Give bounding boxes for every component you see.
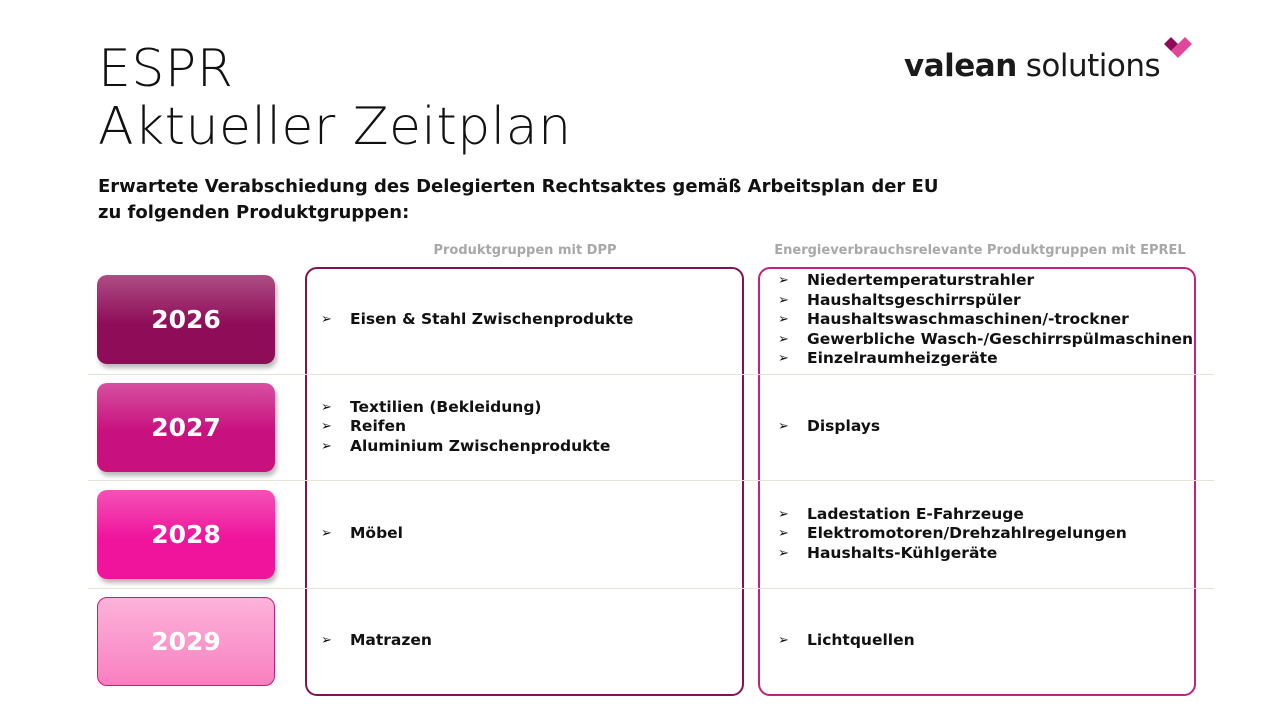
year-badge-2028: 2028 [97, 490, 275, 579]
subtitle-line-1: Erwartete Verabschiedung des Delegierten Rechtsaktes gemäß Arbeitsplan der EU [98, 176, 939, 197]
list-item [320, 417, 610, 437]
arrowhead-bullet-icon: ➢ [778, 633, 789, 649]
list-item-label: Möbel [350, 524, 403, 543]
arrowhead-bullet-icon: ➢ [778, 526, 789, 542]
arrowhead-bullet-icon: ➢ [321, 399, 332, 415]
list-item [320, 437, 610, 457]
logo-word-light: solutions [1025, 48, 1161, 84]
row-divider [88, 480, 1214, 481]
list-item-label: Haushalts-Kühlgeräte [807, 543, 998, 562]
list-item [777, 544, 1127, 564]
arrowhead-bullet-icon: ➢ [778, 419, 789, 435]
year-badge-2027: 2027 [97, 383, 275, 472]
list-item [777, 271, 1193, 291]
list-item-label: Reifen [350, 417, 407, 436]
subtitle-line-2: zu folgenden Produktgruppen: [98, 202, 410, 223]
list-item [320, 524, 403, 544]
arrowhead-bullet-icon: ➢ [321, 526, 332, 542]
dpp-list-2027 [320, 398, 610, 457]
list-item-label: Eisen & Stahl Zwischenprodukte [350, 310, 634, 329]
heart-logo-icon [1161, 36, 1195, 62]
list-item-label: Einzelraumheizgeräte [807, 349, 998, 368]
list-item [777, 349, 1193, 369]
arrowhead-bullet-icon: ➢ [321, 438, 332, 454]
dpp-list-2026 [320, 310, 633, 330]
dpp-list-2029 [320, 631, 432, 651]
list-item-label: Ladestation E-Fahrzeuge [807, 504, 1024, 523]
arrowhead-bullet-icon: ➢ [778, 331, 789, 347]
eprel-column-header: Energieverbrauchsrelevante Produktgruppen mit EPREL [774, 243, 1186, 258]
list-item [777, 631, 915, 651]
subtitle [98, 174, 938, 226]
list-item-label: Aluminium Zwischenprodukte [350, 436, 611, 455]
dpp-list-2028 [320, 524, 403, 544]
year-badge-2026: 2026 [97, 275, 275, 364]
list-item [320, 310, 633, 330]
arrowhead-bullet-icon: ➢ [321, 312, 332, 328]
list-item-label: Haushaltsgeschirrspüler [807, 290, 1021, 309]
page-title [98, 40, 572, 156]
arrowhead-bullet-icon: ➢ [778, 545, 789, 561]
logo-word-bold: valean [904, 48, 1017, 84]
list-item [777, 291, 1193, 311]
list-item-label: Gewerbliche Wasch-/Geschirrspülmaschinen [807, 329, 1194, 348]
company-logo [904, 44, 1160, 88]
eprel-list-2029 [777, 631, 915, 651]
arrowhead-bullet-icon: ➢ [778, 351, 789, 367]
eprel-list-2026 [777, 271, 1193, 369]
list-item-label: Niedertemperaturstrahler [807, 271, 1035, 290]
eprel-list-2027 [777, 417, 880, 437]
list-item [777, 330, 1193, 350]
eprel-list-2028 [777, 505, 1127, 564]
list-item [777, 310, 1193, 330]
title-line-2: Aktueller Zeitplan [98, 97, 572, 157]
list-item [777, 524, 1127, 544]
list-item [320, 398, 610, 418]
arrowhead-bullet-icon: ➢ [778, 312, 789, 328]
dpp-column-header: Produktgruppen mit DPP [433, 243, 617, 258]
year-badge-2029: 2029 [97, 597, 275, 686]
arrowhead-bullet-icon: ➢ [778, 292, 789, 308]
list-item-label: Textilien (Bekleidung) [350, 397, 542, 416]
list-item-label: Elektromotoren/Drehzahlregelungen [807, 524, 1127, 543]
arrowhead-bullet-icon: ➢ [321, 419, 332, 435]
list-item-label: Displays [807, 417, 881, 436]
row-divider [88, 588, 1214, 589]
list-item-label: Lichtquellen [807, 631, 915, 650]
arrowhead-bullet-icon: ➢ [778, 273, 789, 289]
arrowhead-bullet-icon: ➢ [778, 506, 789, 522]
list-item-label: Haushaltswaschmaschinen/-trockner [807, 310, 1129, 329]
arrowhead-bullet-icon: ➢ [321, 633, 332, 649]
list-item [777, 505, 1127, 525]
title-line-1: ESPR [98, 39, 234, 99]
list-item-label: Matrazen [350, 631, 432, 650]
list-item [777, 417, 880, 437]
list-item [320, 631, 432, 651]
row-divider [88, 374, 1214, 375]
